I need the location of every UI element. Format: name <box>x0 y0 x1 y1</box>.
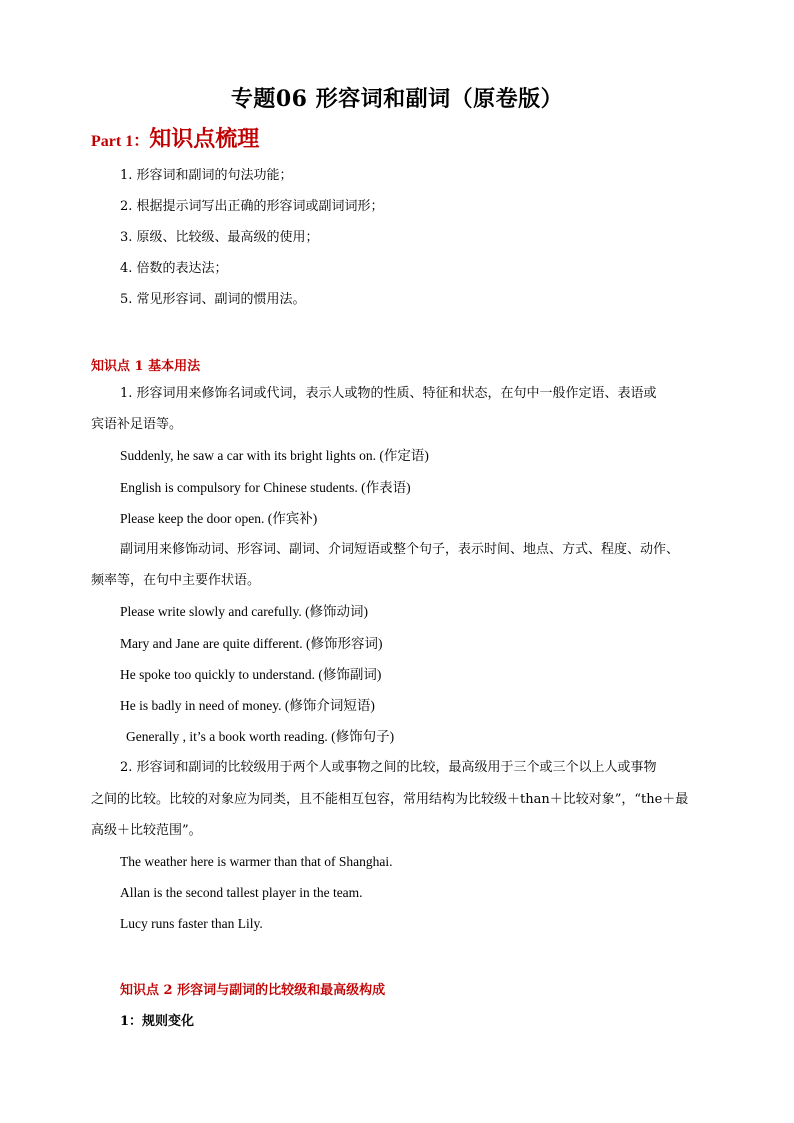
example-sentence: Suddenly, he saw a car with its bright lights on. (作定语) <box>120 448 429 463</box>
section-heading-2: 知识点 2 形容词与副词的比较级和最高级构成 <box>120 983 386 998</box>
paragraph-line: 副词用来修饰动词、形容词、副词、介词短语或整个句子，表示时间、地点、方式、程度、动作、 <box>120 542 680 557</box>
example-sentence: The weather here is warmer than that of Shanghai. <box>120 854 393 869</box>
example-sentence: Allan is the second tallest player in the team. <box>120 885 363 900</box>
outline-item: 5. 常见形容词、副词的惯用法。 <box>120 292 306 307</box>
example-sentence: He spoke too quickly to understand. (修饰副词) <box>120 667 382 682</box>
paragraph-line: 高级＋比较范围”。 <box>91 823 202 838</box>
subsection-heading: 1：规则变化 <box>120 1014 195 1029</box>
paragraph-line: 宾语补足语等。 <box>91 417 183 432</box>
outline-item: 4. 倍数的表达法； <box>120 261 228 276</box>
paragraph-line: 频率等，在句中主要作状语。 <box>91 573 261 588</box>
example-sentence: English is compulsory for Chinese students. (作表语) <box>120 480 411 495</box>
paragraph-line: 2. 形容词和副词的比较级用于两个人或事物之间的比较，最高级用于三个或三个以上人或事物 <box>120 760 657 775</box>
example-sentence: Mary and Jane are quite different. (修饰形容词) <box>120 636 383 651</box>
part-heading <box>91 122 259 153</box>
page-title: 专题06 形容词和副词（原卷版） <box>230 86 564 112</box>
example-sentence: Please keep the door open. (作宾补) <box>120 511 318 526</box>
paragraph-line: 之间的比较。比较的对象应为同类，且不能相互包容，常用结构为比较级＋than＋比较对象”，“the＋最 <box>91 792 689 807</box>
example-sentence: Generally , it’s a book worth reading. (修饰句子) <box>126 729 395 744</box>
part-title: 知识点梳理 <box>149 126 260 152</box>
section-heading-1: 知识点 1 基本用法 <box>91 359 201 374</box>
example-sentence: Lucy runs faster than Lily. <box>120 916 263 931</box>
paragraph-line: 1. 形容词用来修饰名词或代词，表示人或物的性质、特征和状态，在句中一般作定语、表语或 <box>120 386 657 401</box>
outline-item: 3. 原级、比较级、最高级的使用； <box>120 230 319 245</box>
example-sentence: He is badly in need of money. (修饰介词短语) <box>120 698 375 713</box>
outline-item: 1. 形容词和副词的句法功能； <box>120 168 293 183</box>
outline-item: 2. 根据提示词写出正确的形容词或副词词形； <box>120 199 384 214</box>
example-sentence: Please write slowly and carefully. (修饰动词) <box>120 604 369 619</box>
part-label: Part 1： <box>91 133 150 150</box>
